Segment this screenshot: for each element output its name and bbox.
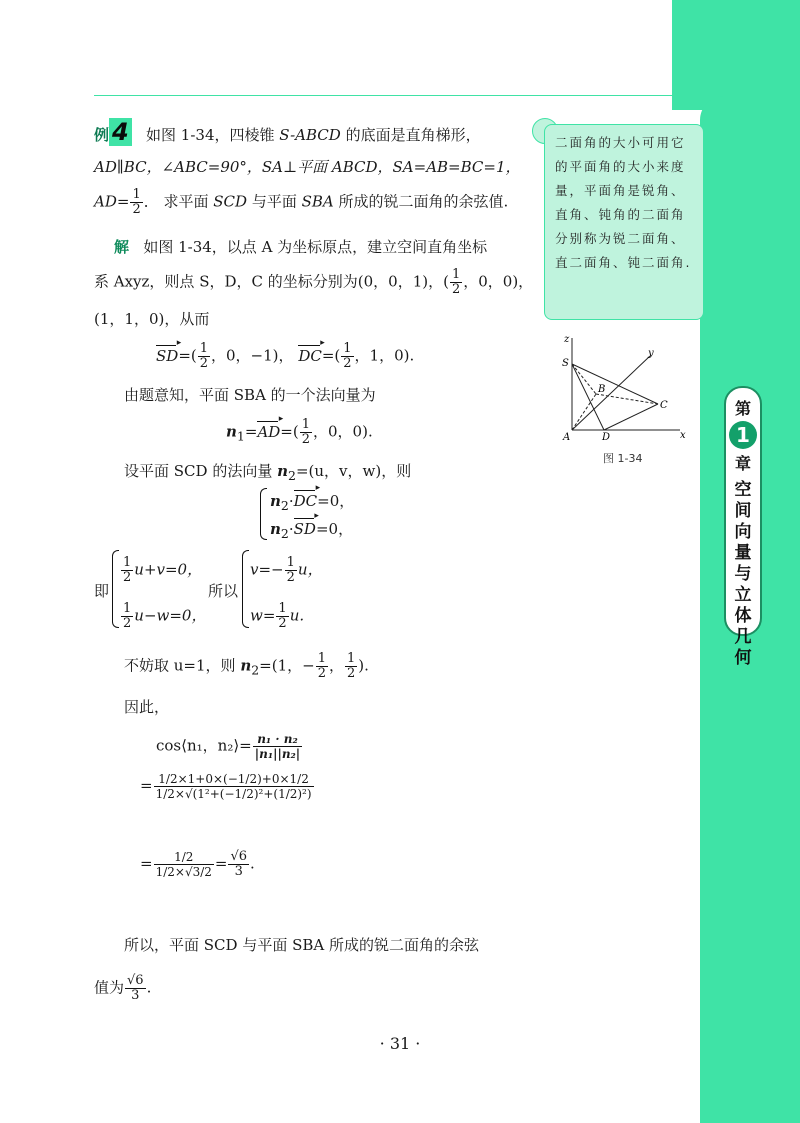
solution-line-2: 系 Axyz，则点 S，D，C 的坐标分别为(0，0，1)，( $\frac{1}{2}$ ，0，0)，: [94, 267, 534, 297]
example-line-1: 例 4 如图 1-34，四棱锥 S-ABCD 的底面是直角梯形，: [94, 118, 481, 146]
brace: [112, 550, 119, 628]
figure-caption: 图 1-34: [603, 452, 643, 465]
vector-sd-dc: SD ▸=( $\frac{1}{2}$ ，0，−1)， DC ▸=( $\frac{1}{2}$ ，1，0).: [156, 342, 414, 371]
chapter-title: 空间向量与立体几何: [734, 480, 752, 668]
label-s: S: [562, 358, 569, 369]
chapter-number: 1: [729, 421, 757, 449]
solution-line-3: (1，1，0)，从而: [94, 310, 210, 328]
brace: [260, 488, 267, 540]
page-number: · 31 ·: [379, 1034, 421, 1053]
label-c: C: [660, 400, 668, 411]
normal-n1: $n_1=AD$ ▸=( $\frac{1}{2}$ ，0，0).: [226, 418, 373, 447]
solution-line-11: 因此，: [124, 698, 170, 716]
example-line-3: AD= $\frac{1}{2}$ ． 求平面 SCD 与平面 SBA 所成的锐二面角的余弦值.: [94, 187, 509, 217]
example-line-2: AD∥BC，∠ABC=90°，SA⊥平面 ABCD，SA=AB=BC=1，: [94, 158, 521, 176]
label-a: A: [563, 432, 571, 443]
label-b: B: [598, 384, 606, 395]
cos-formula: cos⟨n₁，n₂⟩= $\frac{\text{n₁ · n₂}}{\text{|n₁||n₂|}}$: [156, 732, 301, 761]
chapter-di: 第: [734, 399, 751, 418]
cos-expanded: = $\frac{1/2\times 1+0\times(-1/2)+0\times 1/2}{\text{1/2×√(1²+(−1/2)²+(1/2)²)}}$: [140, 772, 312, 801]
header-rule: [94, 95, 702, 96]
system2-eq-4: w= $\frac{1}{2}$ u.: [250, 601, 305, 631]
y-axis: [572, 356, 650, 430]
label-d: D: [602, 432, 611, 443]
solution-line-10: 不妨取 u=1，则 $n_2=(1$，− $\frac{1}{2}$ ， $\frac{1}{2}$ ).: [124, 651, 369, 681]
header-band: [672, 0, 800, 110]
chapter-tab: [724, 386, 762, 668]
edge-sd: [572, 364, 604, 430]
solution-line-7: 设平面 SCD 的法向量 $n_2=(u$，v，w)，则: [124, 462, 412, 483]
conclusion-line-2: 值为 $\frac{√6}{3}$ .: [94, 973, 152, 1003]
system2-eq-1: $\frac{1}{2}$ u+v=0，: [123, 555, 203, 585]
fraction: $\frac{1}{2}$: [132, 187, 141, 217]
fraction: $\frac{1}{2}$: [199, 341, 209, 371]
chapter-zhang: 章: [734, 454, 751, 473]
system2-eq-3: v=− $\frac{1}{2}$ u，: [250, 555, 323, 585]
label-x: x: [680, 430, 686, 441]
label-z: z: [564, 334, 570, 345]
ji-label: 即: [94, 582, 110, 600]
edge-sc: [572, 364, 658, 404]
example-label: 例 4: [94, 118, 132, 146]
system-eq-1: $n_2\cdot DC$ ▸=0，: [270, 490, 354, 513]
conclusion-line-1: 所以，平面 SCD 与平面 SBA 所成的锐二面角的余弦: [124, 936, 479, 954]
fraction: $\frac{1}{2}$: [451, 267, 461, 297]
label-y: y: [648, 348, 654, 359]
solution-label: 解: [114, 238, 130, 256]
fraction: $\frac{1}{2}$: [343, 341, 352, 371]
suoyi-label: 所以: [208, 582, 239, 600]
solution-line-5: 由题意知，平面 SBA 的一个法向量为: [124, 386, 376, 404]
fraction: $\frac{1}{2}$: [301, 417, 310, 447]
edge-dc: [604, 404, 658, 430]
system2-eq-2: $\frac{1}{2}$ u−w=0，: [123, 601, 207, 631]
cos-simplified: = $\frac{1/2}{1/2\times√3/2}$ = $\frac{√6}{3}$ .: [140, 849, 255, 879]
brace: [242, 550, 249, 628]
pyramid-figure: [560, 334, 690, 446]
solution-line-1: 解 如图 1-34，以点 A 为坐标原点，建立空间直角坐标: [114, 238, 488, 256]
edge-ab: [572, 394, 596, 430]
side-note: 二面角的大小可用它的平面角的大小来度量，平面角是锐角、直角、钝角的二面角分别称为锐二面角、直二面角、钝二面角.: [544, 124, 704, 320]
system-eq-2: $n_2\cdot SD$ ▸=0，: [270, 518, 353, 541]
